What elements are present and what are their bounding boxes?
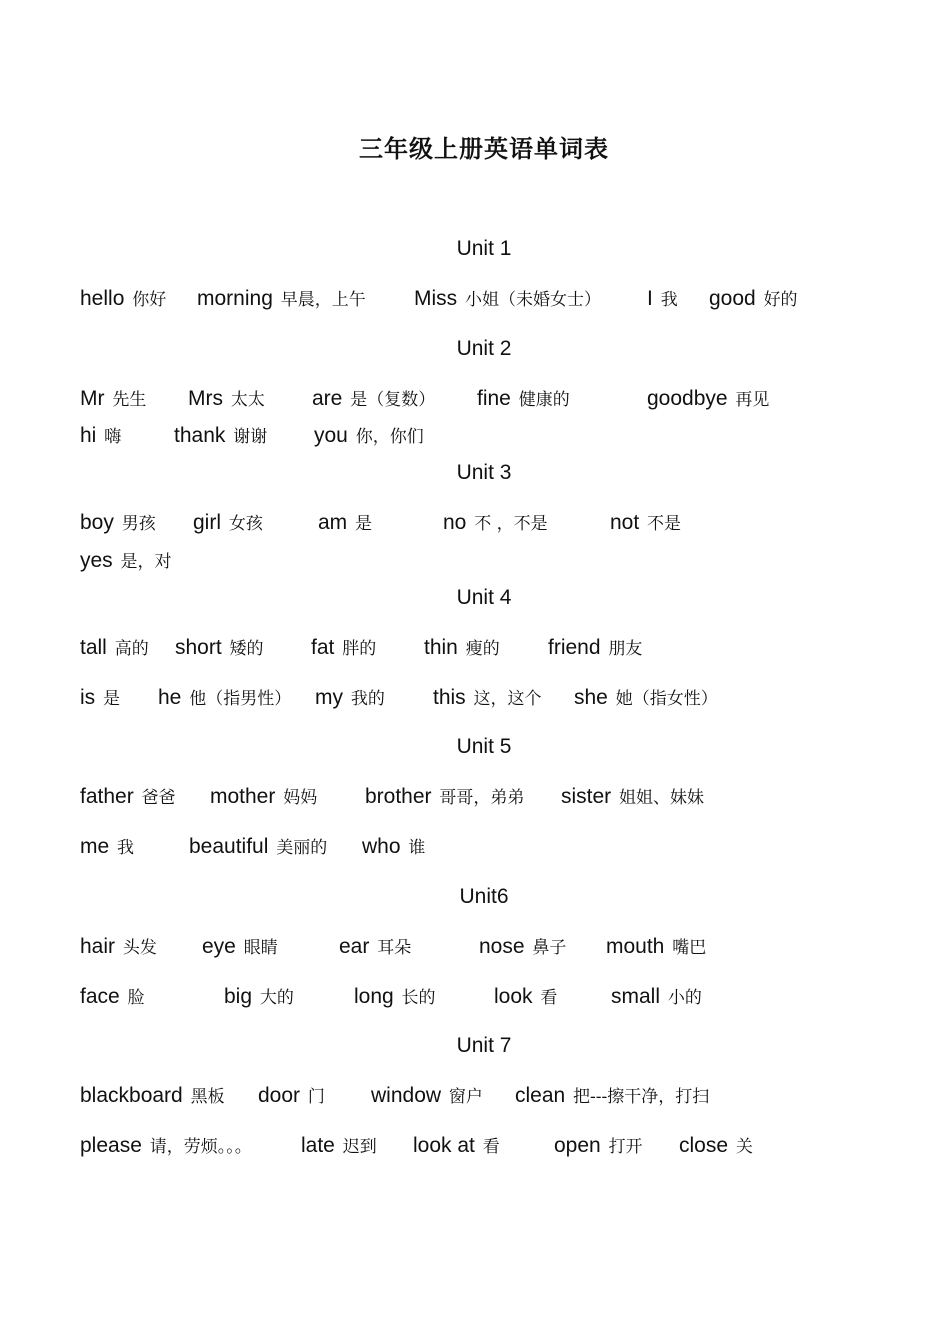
chinese-meaning: 瘦的 [465, 639, 500, 659]
vocab-entry [202, 934, 278, 961]
vocab-entry [424, 635, 500, 662]
chinese-meaning: 是，对 [120, 552, 172, 572]
unit-heading: Unit 1 [456, 237, 512, 260]
english-word: is [80, 686, 96, 709]
chinese-meaning: 小姐（未婚女士） [465, 290, 602, 310]
chinese-meaning: 是 [103, 689, 121, 709]
english-word: good [709, 287, 756, 310]
english-word: late [301, 1134, 335, 1157]
chinese-meaning: 他（指男性） [189, 689, 292, 709]
english-word: morning [197, 287, 273, 310]
english-word: look [494, 985, 533, 1008]
english-word: are [312, 387, 343, 410]
unit-heading: Unit6 [459, 885, 509, 908]
vocab-entry [679, 1133, 753, 1160]
english-word: Mr [80, 387, 105, 410]
vocab-entry [80, 1083, 225, 1110]
chinese-meaning: 我的 [350, 689, 385, 709]
vocab-entry [610, 510, 681, 537]
chinese-meaning: 鼻子 [532, 938, 567, 958]
vocab-entry [414, 286, 601, 313]
vocab-entry [258, 1083, 325, 1110]
vocab-entry [647, 386, 769, 413]
vocab-entry [158, 685, 291, 712]
english-word: you [314, 424, 348, 447]
english-word: Miss [414, 287, 458, 310]
english-word: mother [210, 785, 276, 808]
vocab-entry [174, 423, 267, 450]
chinese-meaning: 太太 [230, 390, 265, 410]
vocab-entry [362, 834, 425, 861]
chinese-meaning: 看 [482, 1137, 500, 1157]
vocab-entry [548, 635, 642, 662]
chinese-meaning: 关 [735, 1137, 753, 1157]
chinese-meaning: 头发 [122, 938, 157, 958]
unit-heading: Unit 3 [456, 461, 512, 484]
vocab-entry [80, 386, 146, 413]
chinese-meaning: 她（指女性） [615, 689, 718, 709]
english-word: I [647, 287, 653, 310]
vocab-entry [413, 1133, 500, 1160]
chinese-meaning: 爸爸 [141, 788, 176, 808]
chinese-meaning: 脸 [127, 988, 145, 1008]
english-word: hair [80, 935, 116, 958]
english-word: this [433, 686, 466, 709]
vocab-entry [318, 510, 372, 537]
english-word: yes [80, 549, 113, 572]
vocab-entry [371, 1083, 483, 1110]
chinese-meaning: 窗户 [448, 1087, 483, 1107]
vocab-entry [80, 784, 176, 811]
vocab-entry [188, 386, 265, 413]
vocab-entry [193, 510, 263, 537]
chinese-meaning: 是（复数） [350, 390, 436, 410]
english-word: thank [174, 424, 226, 447]
vocab-entry [314, 423, 424, 450]
english-word: short [175, 636, 222, 659]
english-word: nose [479, 935, 525, 958]
chinese-meaning: 早晨，上午 [280, 290, 366, 310]
chinese-meaning: 美丽的 [276, 838, 328, 858]
chinese-meaning: 你，你们 [355, 427, 424, 447]
chinese-meaning: 看 [540, 988, 558, 1008]
english-word: she [574, 686, 608, 709]
vocab-entry [477, 386, 570, 413]
english-word: hi [80, 424, 97, 447]
vocab-entry [515, 1083, 709, 1110]
vocab-entry [312, 386, 435, 413]
english-word: not [610, 511, 640, 534]
chinese-meaning: 门 [307, 1087, 325, 1107]
english-word: tall [80, 636, 107, 659]
chinese-meaning: 不 ，不是 [474, 514, 548, 534]
unit-heading: Unit 2 [456, 337, 512, 360]
page-title: 三年级上册英语单词表 [359, 134, 609, 163]
chinese-meaning: 谢谢 [233, 427, 268, 447]
chinese-meaning: 我 [117, 838, 135, 858]
chinese-meaning: 大的 [259, 988, 294, 1008]
english-word: fat [311, 636, 335, 659]
unit-heading: Unit 5 [456, 735, 512, 758]
chinese-meaning: 谁 [408, 838, 426, 858]
vocab-entry [709, 286, 798, 313]
english-word: blackboard [80, 1084, 183, 1107]
chinese-meaning: 不是 [647, 514, 682, 534]
vocab-entry [365, 784, 524, 811]
chinese-meaning: 嘴巴 [672, 938, 707, 958]
english-word: Mrs [188, 387, 223, 410]
english-word: he [158, 686, 182, 709]
english-word: father [80, 785, 134, 808]
vocab-entry [433, 685, 542, 712]
english-word: long [354, 985, 394, 1008]
vocab-entry [80, 934, 157, 961]
vocab-entry [561, 784, 704, 811]
chinese-meaning: 嗨 [104, 427, 122, 447]
vocab-entry [574, 685, 718, 712]
english-word: am [318, 511, 348, 534]
chinese-meaning: 小的 [667, 988, 702, 1008]
english-word: look at [413, 1134, 475, 1157]
chinese-meaning: 胖的 [342, 639, 377, 659]
vocab-entry [80, 984, 145, 1011]
chinese-meaning: 高的 [114, 639, 149, 659]
vocab-entry [443, 510, 548, 537]
vocab-entry [224, 984, 294, 1011]
english-word: girl [193, 511, 222, 534]
vocab-entry [175, 635, 264, 662]
vocab-entry [80, 510, 156, 537]
chinese-meaning: 姐姐、妹妹 [619, 788, 705, 808]
vocab-entry [606, 934, 706, 961]
vocab-entry [80, 1133, 252, 1160]
vocab-entry [210, 784, 317, 811]
vocab-entry [301, 1133, 377, 1160]
english-word: who [362, 835, 401, 858]
vocab-entry [647, 286, 678, 313]
vocab-entry [197, 286, 366, 313]
vocab-entry [554, 1133, 643, 1160]
vocab-entry [339, 934, 411, 961]
chinese-meaning: 是 [355, 514, 373, 534]
chinese-meaning: 哥哥，弟弟 [439, 788, 525, 808]
unit-heading: Unit 7 [456, 1034, 512, 1057]
english-word: boy [80, 511, 114, 534]
chinese-meaning: 请，劳烦。。。 [149, 1137, 252, 1157]
chinese-meaning: 朋友 [608, 639, 643, 659]
chinese-meaning: 耳朵 [377, 938, 412, 958]
vocab-entry [80, 548, 172, 575]
english-word: mouth [606, 935, 665, 958]
english-word: me [80, 835, 110, 858]
english-word: please [80, 1134, 142, 1157]
vocab-entry [311, 635, 376, 662]
english-word: sister [561, 785, 612, 808]
chinese-meaning: 长的 [401, 988, 436, 1008]
english-word: ear [339, 935, 370, 958]
vocab-entry [80, 834, 134, 861]
english-word: clean [515, 1084, 566, 1107]
chinese-meaning: 妈妈 [283, 788, 318, 808]
chinese-meaning: 把---擦干净，打扫 [573, 1087, 710, 1107]
english-word: close [679, 1134, 729, 1157]
english-word: my [315, 686, 343, 709]
english-word: no [443, 511, 467, 534]
vocab-entry [611, 984, 702, 1011]
chinese-meaning: 我 [660, 290, 678, 310]
chinese-meaning: 先生 [112, 390, 147, 410]
vocab-entry [80, 423, 121, 450]
chinese-meaning: 这，这个 [473, 689, 542, 709]
chinese-meaning: 你好 [132, 290, 167, 310]
english-word: thin [424, 636, 458, 659]
english-word: window [371, 1084, 442, 1107]
vocab-entry [354, 984, 436, 1011]
english-word: fine [477, 387, 511, 410]
chinese-meaning: 眼睛 [243, 938, 278, 958]
english-word: big [224, 985, 253, 1008]
chinese-meaning: 黑板 [190, 1087, 225, 1107]
chinese-meaning: 好的 [763, 290, 798, 310]
unit-heading: Unit 4 [456, 586, 512, 609]
vocab-entry [80, 685, 120, 712]
english-word: brother [365, 785, 432, 808]
english-word: friend [548, 636, 601, 659]
english-word: door [258, 1084, 301, 1107]
english-word: face [80, 985, 120, 1008]
vocab-entry [80, 635, 149, 662]
chinese-meaning: 再见 [735, 390, 770, 410]
vocab-entry [494, 984, 557, 1011]
chinese-meaning: 矮的 [229, 639, 264, 659]
vocab-entry [189, 834, 327, 861]
vocab-entry [479, 934, 566, 961]
vocab-entry [80, 286, 166, 313]
english-word: open [554, 1134, 601, 1157]
chinese-meaning: 女孩 [228, 514, 263, 534]
chinese-meaning: 健康的 [518, 390, 570, 410]
chinese-meaning: 打开 [608, 1137, 643, 1157]
english-word: eye [202, 935, 236, 958]
english-word: goodbye [647, 387, 728, 410]
vocab-entry [315, 685, 385, 712]
english-word: small [611, 985, 661, 1008]
chinese-meaning: 男孩 [121, 514, 156, 534]
chinese-meaning: 迟到 [342, 1137, 377, 1157]
english-word: hello [80, 287, 125, 310]
english-word: beautiful [189, 835, 269, 858]
